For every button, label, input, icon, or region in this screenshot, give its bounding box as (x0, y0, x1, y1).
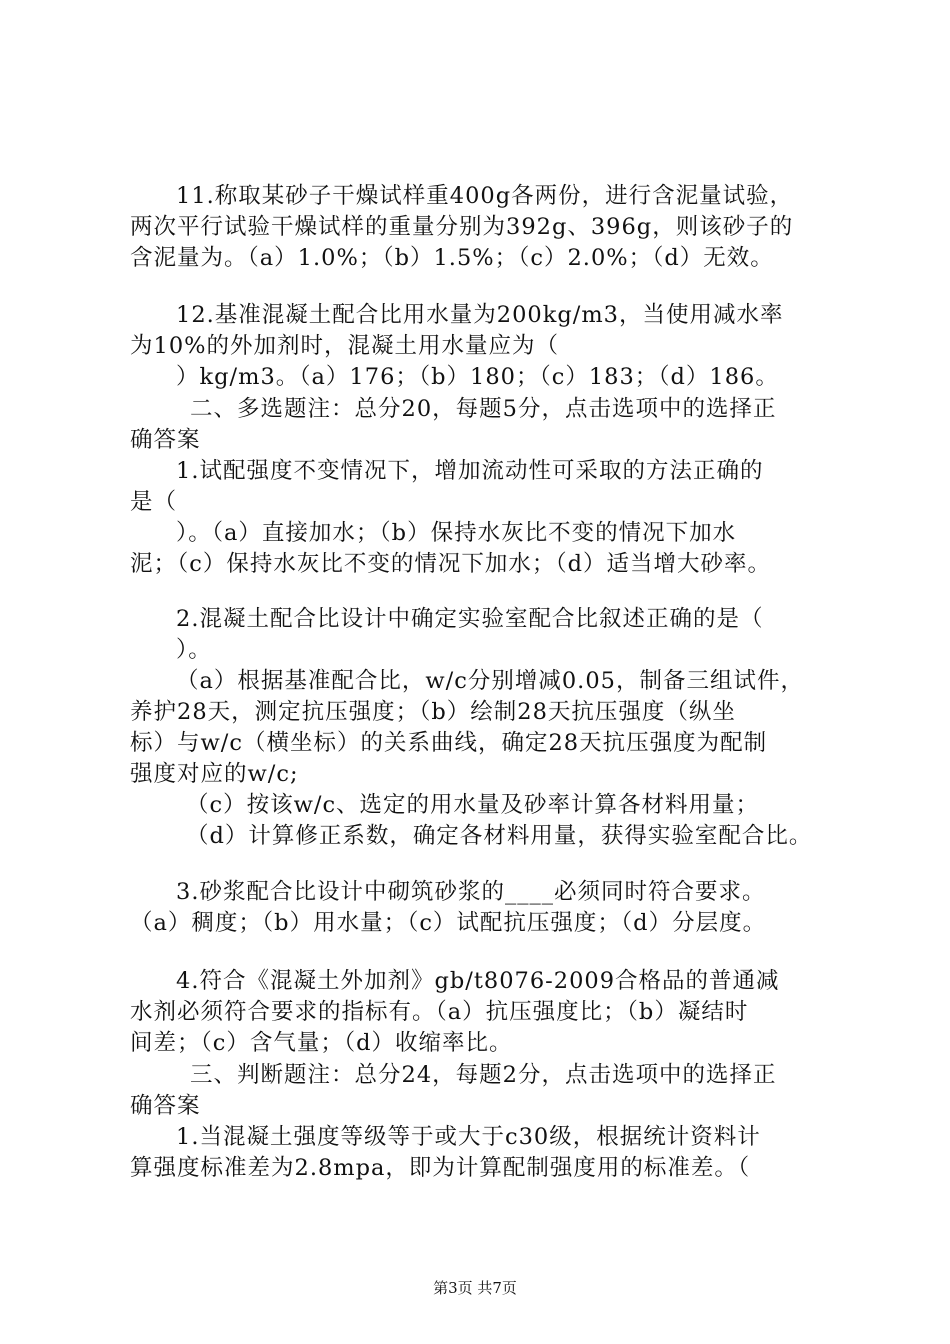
text-line: 为10%的外加剂时，混凝土用水量应为（ (130, 333, 560, 359)
text-line: 水剂必须符合要求的指标有。（a）抗压强度比；（b）凝结时 (130, 999, 749, 1025)
text-line: 11.称取某砂子干燥试样重400g各两份，进行含泥量试验， (176, 183, 794, 209)
section-heading: 确答案 (130, 1093, 201, 1119)
text-line: 间差；（c）含气量；（d）收缩率比。 (130, 1030, 513, 1056)
text-line: ）kg/m3。（a）176；（b）180；（c）183；（d）186。 (176, 364, 779, 390)
text-line: （a）根据基准配合比，w/c分别增减0.05，制备三组试件， (176, 668, 804, 694)
section-heading: 二、多选题注：总分20，每题5分，点击选项中的选择正 (190, 396, 777, 422)
section-heading: 确答案 (130, 427, 201, 453)
text-line: （a）稠度；（b）用水量；（c）试配抗压强度；（d）分层度。 (130, 910, 767, 936)
text-line: 算强度标准差为2.8mpa，即为计算配制强度用的标准差。（ (130, 1155, 751, 1181)
text-line: （d）计算修正系数，确定各材料用量，获得实验室配合比。 (186, 823, 813, 849)
text-line: 12.基准混凝土配合比用水量为200kg/m3，当使用减水率 (176, 302, 784, 328)
section-heading: 三、判断题注：总分24，每题2分，点击选项中的选择正 (190, 1062, 777, 1088)
text-line: 1.试配强度不变情况下，增加流动性可采取的方法正确的 (176, 458, 764, 484)
text-line: 含泥量为。（a）1.0%；（b）1.5%；（c）2.0%；（d）无效。 (130, 245, 774, 271)
page-footer: 第3页 共7页 (433, 1279, 517, 1297)
text-line: 强度对应的w/c; (130, 761, 299, 787)
text-line: 1.当混凝土强度等级等于或大于c30级，根据统计资料计 (176, 1124, 761, 1150)
text-line: 是（ (130, 489, 178, 515)
text-line: 3.砂浆配合比设计中砌筑砂浆的____必须同时符合要求。 (176, 879, 766, 905)
text-line: （c）按该w/c、选定的用水量及砂率计算各材料用量； (186, 792, 760, 818)
text-line: 泥；（c）保持水灰比不变的情况下加水；（d）适当增大砂率。 (130, 551, 772, 577)
text-line: ）。（a）直接加水；（b）保持水灰比不变的情况下加水 (176, 520, 737, 546)
text-line: ）。 (176, 637, 212, 663)
text-line: 2.混凝土配合比设计中确定实验室配合比叙述正确的是（ (176, 606, 764, 632)
text-line: 养护28天，测定抗压强度；（b）绘制28天抗压强度（纵坐 (130, 699, 736, 725)
text-line: 两次平行试验干燥试样的重量分别为392g、396g，则该砂子的 (130, 214, 794, 240)
text-line: 标）与w/c（横坐标）的关系曲线，确定28天抗压强度为配制 (130, 730, 768, 756)
text-line: 4.符合《混凝土外加剂》gb/t8076-2009合格品的普通减 (176, 968, 780, 994)
